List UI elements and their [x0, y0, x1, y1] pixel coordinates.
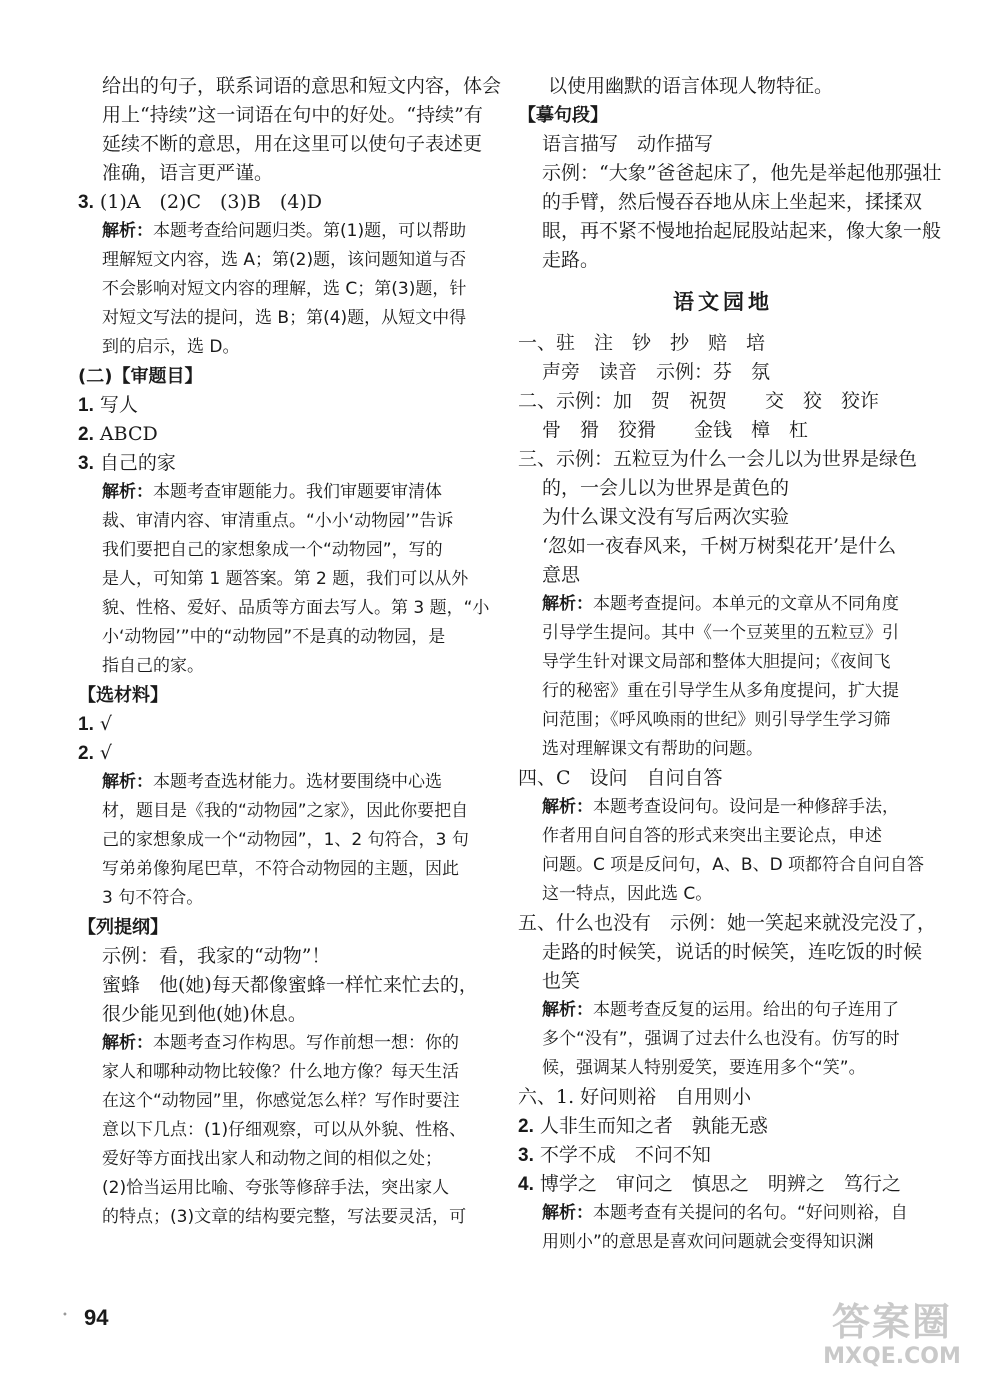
line-text: 博学之 审问之 慎思之 明辨之 笃行之	[539, 1173, 901, 1195]
answer-line	[518, 72, 928, 101]
line-text: 走路的时候笑，说话的时候笑，连吃饭的时候	[542, 941, 923, 963]
line-text: 引导学生提问。其中《一个豆荚里的五粒豆》引	[542, 623, 899, 643]
analysis-line	[518, 1199, 928, 1228]
answer-line	[518, 329, 928, 358]
analysis-line	[518, 1054, 928, 1083]
line-text: 裁、审清内容、审清重点。“小小‘动物园’”告诉	[102, 511, 454, 531]
line-text: 本题考查设问句。设问是一种修辞手法，	[593, 797, 899, 817]
answer-line	[518, 764, 928, 793]
analysis-line	[78, 1058, 488, 1087]
item-number: 1.	[78, 395, 94, 416]
answer-item	[78, 188, 488, 217]
analysis-label: 解析：	[102, 772, 153, 792]
answer-line	[518, 416, 928, 445]
line-text: 准确，语言更严谨。	[102, 162, 274, 184]
analysis-line	[78, 855, 488, 884]
section-title	[518, 275, 928, 329]
analysis-label: 解析：	[542, 1000, 593, 1020]
analysis-line	[78, 536, 488, 565]
line-text: 家人和哪种动物比较像？什么地方像？每天生活	[102, 1062, 459, 1082]
answer-line	[518, 159, 942, 188]
line-text: ‘忽如一夜春风来，千树万树梨花开’是什么	[542, 535, 897, 557]
analysis-line	[518, 851, 928, 880]
section-heading	[518, 101, 928, 130]
line-text: √	[99, 713, 113, 735]
answer-line	[518, 387, 928, 416]
line-text: 眼，再不紧不慢地抬起屁股站起来，像大象一般	[542, 220, 942, 242]
line-text: 材，题目是《我的“动物园”之家》，因此你要把自	[102, 801, 469, 821]
line-text: 用则小”的意思是喜欢问问题就会变得知识渊	[542, 1232, 874, 1252]
line-text: (2)恰当运用比喻、夸张等修辞手法，突出家人	[102, 1178, 450, 1198]
line-text: 写人	[99, 394, 138, 416]
analysis-line	[78, 623, 488, 652]
line-text: 语文园地	[673, 290, 773, 314]
answer-line	[518, 532, 928, 561]
watermark-url: MXQE.COM	[823, 1344, 961, 1369]
analysis-line	[78, 826, 488, 855]
analysis-label: 解析：	[542, 797, 593, 817]
answer-line	[518, 938, 928, 967]
item-number: 2.	[78, 743, 94, 764]
section-heading	[78, 362, 488, 391]
line-text: 声旁 读音 示例：芬 氛	[542, 361, 771, 383]
line-text: 貌、性格、爱好、品质等方面去写人。第 3 题，“小	[102, 598, 490, 618]
line-text: 五、什么也没有 示例：她一笑起来就没完没了，	[518, 912, 937, 934]
answer-item	[518, 1141, 928, 1170]
line-text: 的特点；(3)文章的结构要完整，写法要灵活，可	[102, 1207, 467, 1227]
analysis-line	[518, 822, 928, 851]
line-text: 行的秘密》重在引导学生从多角度提问，扩大提	[542, 681, 899, 701]
answer-line	[518, 909, 937, 938]
answer-line	[78, 101, 488, 130]
line-text: √	[99, 742, 113, 764]
section-heading	[78, 681, 488, 710]
line-text: (二)【审题目】	[78, 366, 203, 387]
line-text: 意以下几点：(1)仔细观察，可以从外貌、性格、	[102, 1120, 467, 1140]
line-text: 一、驻 注 钞 抄 赔 培	[518, 332, 766, 354]
line-text: 示例：看，我家的“动物”！	[102, 945, 331, 967]
item-number: 2.	[78, 424, 94, 445]
line-text: 四、C 设问 自问自答	[518, 767, 723, 789]
page-number: 94	[84, 1305, 109, 1330]
analysis-line	[518, 677, 928, 706]
analysis-line	[78, 768, 488, 797]
analysis-line	[518, 996, 928, 1025]
analysis-line	[78, 478, 488, 507]
analysis-label: 解析：	[102, 482, 153, 502]
line-text: 以使用幽默的语言体现人物特征。	[548, 75, 834, 97]
answer-item	[78, 739, 488, 768]
answer-line	[78, 971, 488, 1000]
analysis-line	[518, 880, 928, 909]
line-text: 本题考查选材能力。选材要围绕中心选	[153, 772, 442, 792]
item-number: 1.	[78, 714, 94, 735]
line-text: 六、1. 好问则裕 自用则小	[518, 1086, 752, 1108]
right-column	[518, 72, 942, 1257]
answer-line	[518, 1083, 928, 1112]
answer-line	[78, 159, 488, 188]
answer-item	[78, 391, 488, 420]
analysis-line	[518, 648, 928, 677]
analysis-line	[78, 797, 488, 826]
answer-item	[518, 1112, 928, 1141]
line-text: 选对理解课文有帮助的问题。	[542, 739, 763, 759]
answer-line	[518, 503, 928, 532]
line-text: 问题。C 项是反问句，A、B、D 项都符合自问自答	[542, 855, 925, 875]
answer-line	[78, 72, 502, 101]
line-text: 【列提纲】	[78, 917, 168, 938]
line-text: 示例：“大象”爸爸起床了，他先是举起他那强壮	[542, 162, 942, 184]
line-text: 候，强调某人特别爱笑，要连用多个“笑”。	[542, 1058, 866, 1078]
item-number: 3.	[78, 453, 94, 474]
line-text: 的，一会儿以为世界是黄色的	[542, 477, 790, 499]
analysis-line	[78, 1203, 488, 1232]
line-text: 不学不成 不问不知	[539, 1144, 711, 1166]
analysis-label: 解析：	[542, 594, 593, 614]
line-text: 也笑	[542, 970, 581, 992]
line-text: 不会影响对短文内容的理解，选 C；第(3)题，针	[102, 279, 467, 299]
line-text: 在这个“动物园”里，你感觉怎么样？写作时要注	[102, 1091, 460, 1111]
analysis-line	[78, 1145, 488, 1174]
answer-line	[518, 474, 928, 503]
line-text: 这一特点，因此选 C。	[542, 884, 713, 904]
analysis-line	[78, 1029, 488, 1058]
line-text: 问范围；《呼风唤雨的世纪》则引导学生学习筛	[542, 710, 891, 730]
section-heading	[78, 913, 488, 942]
analysis-line	[78, 1116, 488, 1145]
line-text: 自己的家	[99, 452, 176, 474]
item-number: 4.	[518, 1174, 534, 1195]
watermark-logo	[812, 1300, 972, 1380]
analysis-line	[78, 884, 488, 913]
analysis-line	[78, 1174, 488, 1203]
answer-line	[518, 130, 928, 159]
line-text: 写弟弟像狗尾巴草，不符合动物园的主题，因此	[102, 859, 459, 879]
analysis-line	[78, 304, 488, 333]
line-text: 3 句不符合。	[102, 888, 204, 908]
line-text: 语言描写 动作描写	[542, 133, 714, 155]
line-text: 对短文写法的提问，选 B；第(4)题，从短文中得	[102, 308, 467, 328]
line-text: 本题考查提问。本单元的文章从不同角度	[593, 594, 899, 614]
answer-line	[518, 217, 942, 246]
analysis-line	[518, 735, 928, 764]
line-text: 本题考查审题能力。我们审题要审清体	[153, 482, 442, 502]
line-text: 人非生而知之者 孰能无惑	[539, 1115, 768, 1137]
line-text: 用上“持续”这一词语在句中的好处。“持续”有	[102, 104, 483, 126]
line-text: 本题考查习作构思。写作前想一想：你的	[153, 1033, 459, 1053]
line-text: 意思	[542, 564, 581, 586]
line-text: 骨 猾 狡猾 金钱 樟 杠	[542, 419, 809, 441]
line-text: 作者用自问自答的形式来突出主要论点，申述	[542, 826, 882, 846]
answer-line	[518, 188, 928, 217]
line-text: 的手臂，然后慢吞吞地从床上坐起来，揉揉双	[542, 191, 923, 213]
line-text: ABCD	[99, 423, 158, 445]
line-text: 己的家想象成一个“动物园”，1、2 句符合，3 句	[102, 830, 469, 850]
line-text: 【摹句段】	[518, 105, 608, 126]
analysis-line	[78, 275, 488, 304]
line-text: 本题考查有关提问的名句。“好问则裕，自	[593, 1203, 908, 1223]
analysis-line	[78, 246, 488, 275]
line-text: 二、示例：加 贺 祝贺 交 狡 狡诈	[518, 390, 880, 412]
line-text: 本题考查反复的运用。给出的句子连用了	[593, 1000, 899, 1020]
analysis-label: 解析：	[102, 221, 153, 241]
analysis-line	[78, 652, 488, 681]
line-text: (1)A (2)C (3)B (4)D	[99, 191, 323, 213]
line-text: 多个“没有”，强调了过去什么也没有。仿写的时	[542, 1029, 900, 1049]
analysis-line	[78, 333, 488, 362]
line-text: 延续不断的意思，用在这里可以使句子表述更	[102, 133, 483, 155]
answer-line	[518, 967, 928, 996]
answer-line	[518, 246, 928, 275]
line-text: 导学生针对课文局部和整体大胆提问；《夜间飞	[542, 652, 891, 672]
line-text: 给出的句子，联系词语的意思和短文内容，体会	[102, 75, 502, 97]
item-number: 2.	[518, 1116, 534, 1137]
analysis-line	[78, 565, 488, 594]
answer-item	[518, 1170, 928, 1199]
watermark-text: 答案圈	[831, 1300, 952, 1344]
line-text: 【选材料】	[78, 685, 168, 706]
line-text: 是人，可知第 1 题答案。第 2 题，我们可以从外	[102, 569, 469, 589]
analysis-label: 解析：	[102, 1033, 153, 1053]
analysis-line	[518, 590, 928, 619]
analysis-line	[78, 594, 488, 623]
line-text: 到的启示，选 D。	[102, 337, 240, 357]
line-text: 三、示例：五粒豆为什么一会儿以为世界是绿色	[518, 448, 918, 470]
line-text: 小‘动物园’”中的“动物园”不是真的动物园，是	[102, 627, 446, 647]
line-text: 理解短文内容，选 A；第(2)题，该问题知道与否	[102, 250, 467, 270]
answer-item	[78, 449, 488, 478]
line-text: 走路。	[542, 249, 600, 271]
analysis-line	[518, 1025, 928, 1054]
page-decoration: •	[62, 1310, 68, 1321]
analysis-line	[518, 1228, 928, 1257]
answer-line	[518, 358, 928, 387]
line-text: 指自己的家。	[102, 656, 204, 676]
analysis-line	[518, 706, 928, 735]
analysis-line	[78, 507, 488, 536]
item-number: 3.	[518, 1145, 534, 1166]
line-text: 爱好等方面找出家人和动物之间的相似之处；	[102, 1149, 442, 1169]
answer-line	[78, 1000, 488, 1029]
item-number: 3.	[78, 192, 94, 213]
analysis-line	[78, 217, 488, 246]
answer-line	[518, 561, 928, 590]
answer-line	[78, 130, 488, 159]
answer-item	[78, 710, 488, 739]
line-text: 为什么课文没有写后两次实验	[542, 506, 790, 528]
answer-item	[78, 420, 488, 449]
analysis-line	[518, 619, 928, 648]
analysis-line	[518, 793, 928, 822]
answer-line	[78, 942, 488, 971]
line-text: 很少能见到他(她)休息。	[102, 1003, 307, 1025]
line-text: 蜜蜂 他(她)每天都像蜜蜂一样忙来忙去的，	[102, 974, 478, 996]
line-text: 我们要把自己的家想象成一个“动物园”，写的	[102, 540, 443, 560]
analysis-label: 解析：	[542, 1203, 593, 1223]
line-text: 本题考查给问题归类。第(1)题，可以帮助	[153, 221, 467, 241]
analysis-line	[78, 1087, 488, 1116]
answer-line	[518, 445, 928, 474]
left-column	[78, 72, 502, 1232]
